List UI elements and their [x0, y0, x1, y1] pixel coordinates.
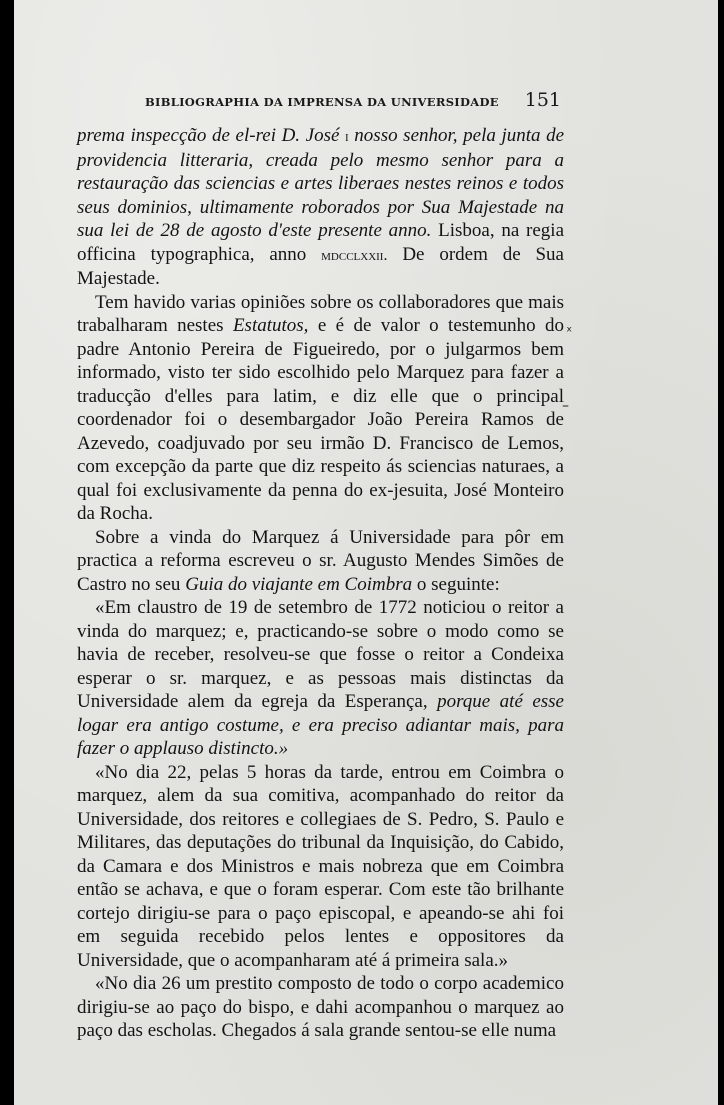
italic-run: Guia do viajante em Coimbra: [185, 573, 413, 595]
page-number: 151: [524, 89, 561, 111]
text-run: Tem havido varias opiniões sobre os collaboradores que mais trabalharam nestes: [77, 291, 564, 336]
text-run: o seguinte:: [416, 573, 500, 595]
text-run: e é de valor o testemunho do padre Antonio Pereira de Figueiredo, por o julgarmos bem informado, visto ter sido escolhido pelo Marquez para fazer a traducção d'elles para latim, e diz elle que o principal coordenador foi o desembargador João Pereira Ramos de Azevedo, coadjuvado por seu irmão D. Francisco de Lemos, com excepção da parte que diz respeito ás sciencias naturaes, a qual foi exclusivamente da penna do ex-jesuita, José Monteiro da Rocha.: [77, 315, 565, 524]
text-run: «Em claustro de 19 de setembro de 1772 noticiou o reitor a vinda do marquez; e, practicando-se sobre o modo como se havia de receber, resolveu-se que fosse o reitor a Condeixa esperar o sr. marquez, e as pessoas mais distinctas da Universidade alem da egreja da Esperança,: [77, 597, 564, 712]
paragraph-quote-dia-22: [77, 761, 564, 973]
paragraph-collaborators: [77, 291, 564, 526]
title-italic-a: prema inspecção de el-rei D. José: [77, 125, 340, 146]
italic-run: porque até esse logar era antigo costume, e era preciso adiantar mais, para fazer o applauso distincto.»: [77, 691, 564, 759]
book-page: [14, 0, 718, 1105]
paragraph-title-continuation: [77, 124, 564, 291]
title-italic-b: nosso senhor, pela junta de providencia litteraria, creada pelo mesmo senhor para a restauração das sciencias e artes liberaes nestes reinos e todos seus dominios, ultimamente roborados por Sua Majestade na sua lei de 28 de agosto d'este presente anno.: [77, 125, 565, 241]
body-text: [77, 124, 564, 1043]
italic-run: Estatutos,: [232, 315, 309, 336]
page-header: [145, 89, 561, 115]
roman-numeral: i: [345, 128, 349, 145]
margin-mark-icon: ˣ: [566, 324, 573, 340]
imprint-year: mdcclxxii.: [321, 246, 388, 264]
text-run: «No dia 22, pelas 5 horas da tarde, entrou em Coimbra o marquez, alem da sua comitiva, acompanhado do reitor da Universidade, dos reitores e collegiaes de S. Pedro, S. Paulo e Militares, das deputações do tribunal da Inquisição, do Cabido, da Camara e dos Ministros e mais nobreza que em Coimbra então se achava, e que o foram esperar. Com este tão brilhante cortejo dirigiu-se para o paço episcopal, e apeando-se ahi foi em seguida recebido pelos lentes e oppositores da Universidade, que o acompanharam até á primeira sala.»: [77, 761, 564, 971]
text-run: Sobre a vinda do Marquez á Universidade para pôr em practica a reforma escreveu o sr. Augusto Mendes Simões de Castro no seu: [77, 526, 564, 595]
paragraph-quote-claustro: [77, 596, 564, 761]
imprint-text: Lisboa, na regia officina typographica, anno: [77, 220, 565, 265]
paragraph-quote-dia-26: [77, 972, 564, 1043]
margin-dash-icon: –: [562, 398, 569, 414]
text-run: «No dia 26 um prestito composto de todo o corpo academico dirigiu-se ao paço do bispo, e dahi acompanhou o marquez ao paço das escholas. Chegados á sala grande sentou-se elle numa: [77, 973, 564, 1041]
running-head: BIBLIOGRAPHIA DA IMPRENSA DA UNIVERSIDADE: [145, 95, 499, 109]
paragraph-marquez-visit: [77, 526, 564, 597]
imprint-order: De ordem de Sua Majestade.: [77, 243, 564, 289]
